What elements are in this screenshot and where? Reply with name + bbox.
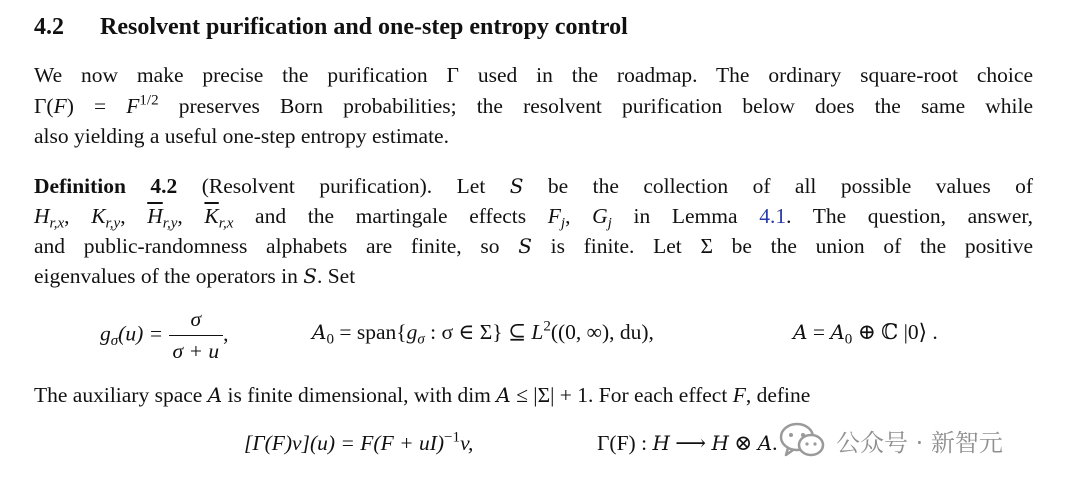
sub-ry: r,y: [105, 215, 121, 232]
def-text: . The question, answer,: [786, 204, 1034, 228]
space-A: A: [793, 320, 808, 344]
sub-sigma: σ: [417, 331, 425, 348]
gamma-def-tail: v,: [460, 431, 474, 455]
section-title: Resolvent purification and one-step entropy control: [100, 14, 628, 40]
equation-A-sum: [793, 320, 938, 348]
def-text: Let: [456, 174, 486, 198]
var-g: g: [406, 320, 418, 344]
def-text: and public-randomness alphabets are finite, so: [34, 234, 519, 258]
aux-text: ≤ |Σ| + 1. For each effect: [510, 383, 733, 407]
definition-line-3: [34, 231, 1033, 261]
tensor: ⊗: [728, 431, 758, 455]
comma: ,: [223, 321, 229, 346]
span-tail: : σ ∈ Σ} ⊆: [424, 320, 532, 344]
intro-line-2: [34, 91, 1033, 121]
wechat-icon: [778, 420, 826, 460]
sub-j: j: [607, 215, 612, 232]
equation-gamma-map: [597, 431, 778, 456]
equation-gamma-def: [244, 431, 473, 456]
fraction-numerator: σ: [169, 307, 224, 336]
equation-A0-span: [312, 318, 654, 348]
lemma-reference-link[interactable]: 4.1: [759, 204, 787, 228]
def-text: eigenvalues of the operators in: [34, 264, 304, 288]
sub-rx: r,x: [49, 215, 65, 232]
section-heading: [34, 14, 628, 41]
intro-text-2: preserves Born probabilities; the resolvent purification below does the same while: [158, 94, 1033, 118]
definition-label: Definition 4.2: [34, 174, 178, 198]
var-K-bar: $\overline{K}$: [204, 204, 219, 228]
var-H: H: [34, 204, 50, 228]
span-text: = span{: [333, 320, 407, 344]
gamma-map: Γ(F) :: [597, 431, 653, 455]
def-text: in Lemma: [611, 204, 760, 228]
space-A: A: [207, 383, 223, 407]
fraction: [169, 307, 224, 364]
gamma-symbol: Γ(: [34, 94, 54, 118]
sub-sigma: σ: [110, 332, 119, 349]
set-S: S: [509, 174, 524, 198]
space-H: H: [652, 431, 670, 455]
aux-text: The auxiliary space: [34, 383, 208, 407]
equals: =: [807, 320, 831, 344]
set-S: S: [518, 234, 532, 258]
aux-text: , define: [745, 383, 811, 407]
var-G: G: [592, 204, 608, 228]
definition-line-4: [34, 261, 355, 291]
space-H: H: [711, 431, 729, 455]
period: .: [772, 431, 778, 455]
definition-name: (Resolvent purification).: [201, 174, 433, 198]
l2-tail: ((0, ∞), du),: [550, 320, 654, 344]
var-H-bar: $\overline{H}$: [147, 204, 163, 228]
var-g: g: [100, 321, 111, 346]
var-F: F: [126, 94, 140, 118]
sub-j: j: [560, 215, 566, 232]
def-text: . Set: [316, 264, 356, 288]
def-text: be the collection of all possible values of: [547, 174, 1034, 198]
equals: ) =: [66, 94, 127, 118]
var-F: F: [732, 383, 746, 407]
var-F: F: [547, 204, 561, 228]
var-K: K: [91, 204, 106, 228]
watermark: [778, 418, 1068, 462]
aux-text: is finite dimensional, with dim: [222, 383, 497, 407]
exponent: −1: [444, 429, 461, 446]
direct-sum-text: ⊕ ℂ |0⟩ .: [852, 320, 938, 344]
set-S: S: [303, 264, 317, 288]
eq-lhs: (u) =: [118, 321, 164, 346]
sub-ry: r,y: [162, 215, 178, 232]
equation-g-sigma: [100, 307, 229, 364]
watermark-text: 公众号 · 新智元: [836, 428, 1003, 457]
definition-line-1: [34, 171, 1033, 201]
space-A: A: [496, 383, 511, 407]
sub-rx: r,x: [218, 215, 234, 232]
auxiliary-sentence: [34, 380, 810, 410]
section-number: 4.2: [34, 14, 64, 40]
space-A: A: [312, 320, 327, 344]
intro-line-1: [34, 60, 1033, 90]
var-F: F: [53, 94, 67, 118]
intro-line-3: also yielding a useful one-step entropy estimate.: [34, 124, 449, 148]
exponent: 2: [543, 318, 551, 335]
fraction-denominator: σ + u: [172, 339, 220, 363]
sub-zero: 0: [844, 331, 853, 348]
space-A: A: [757, 431, 773, 455]
var-L: L: [531, 320, 544, 344]
sub-zero: 0: [326, 331, 334, 348]
arrow: ⟶: [669, 431, 712, 455]
definition-line-2: $H_{r,x}$, $K_{r,y}$, $\overline{H}_{r,y}$, $\overline{K}_{r,x}$ and the martingale effects $F_j$, $G_j$ in Lemma 4.1. The question, answer,: [34, 204, 1034, 232]
def-text: is finite. Let Σ be the union of the positive: [531, 234, 1033, 258]
gamma-def-lhs: [Γ(F)v](u) = F(F + uI): [244, 431, 445, 455]
def-text: and the martingale effects: [233, 204, 548, 228]
space-A: A: [830, 320, 845, 344]
intro-text-1: We now make precise the purification Γ used in the roadmap. The ordinary square-root choice: [34, 63, 1033, 87]
exponent: 1/2: [139, 92, 159, 109]
